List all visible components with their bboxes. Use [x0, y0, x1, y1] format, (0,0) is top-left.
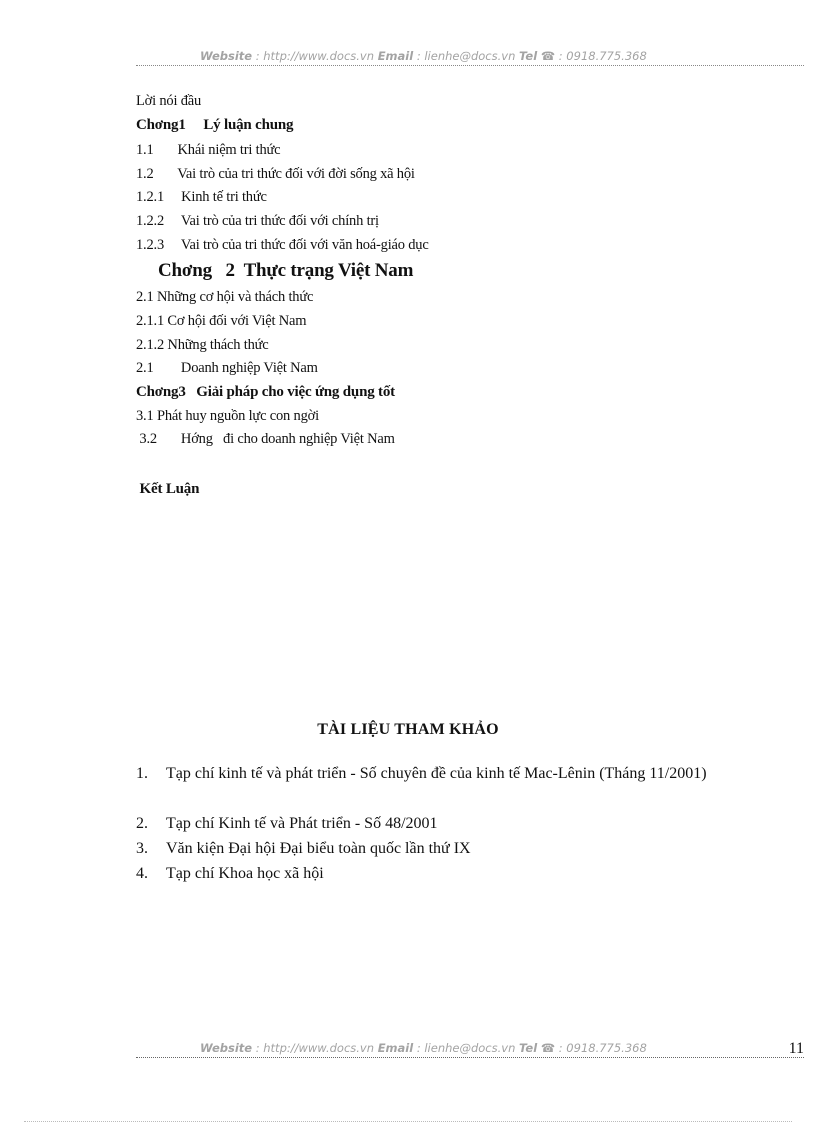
phone-icon: ☎: [540, 49, 556, 63]
phone-icon: ☎: [540, 1041, 556, 1055]
page-footer: [136, 1041, 804, 1058]
page-header: [136, 49, 804, 66]
reference-text: Tạp chí Kinh tế và Phát triển - Số 48/2001: [166, 815, 438, 832]
reference-number: 1.: [136, 765, 148, 782]
reference-text: Tạp chí Khoa học xã hội: [166, 865, 324, 882]
toc-item: Chơng3 Giải pháp cho việc ứng dụng tốt: [136, 384, 395, 400]
toc-item: Kết Luận: [136, 481, 200, 497]
tel-value: : 0918.775.368: [555, 49, 647, 63]
reference-number: 4.: [136, 865, 148, 882]
reference-item: [136, 812, 746, 836]
toc-item: 3.2 Hớng đi cho doanh nghiệp Việt Nam: [136, 431, 395, 447]
references-title: TÀI LIỆU THAM KHẢO: [317, 721, 499, 738]
toc-item: Chơng1 Lý luận chung: [136, 117, 294, 133]
page-number: 11: [788, 1040, 804, 1057]
reference-text: Tạp chí kinh tế và phát triển - Số chuyên đề của kinh tế Mac-Lênin (Tháng 11/2001): [166, 765, 707, 782]
reference-item: [136, 837, 746, 861]
toc-item: 2.1 Doanh nghiệp Việt Nam: [136, 360, 318, 376]
reference-item: [136, 762, 746, 786]
email-value: : lienhe@docs.vn: [413, 1041, 520, 1055]
toc-item: 1.2 Vai trò của tri thức đối với đời sống xã hội: [136, 166, 415, 182]
email-label: Email: [377, 1041, 414, 1055]
website-label: Website: [200, 49, 253, 63]
reference-number: 3.: [136, 840, 148, 857]
email-value: : lienhe@docs.vn: [413, 49, 520, 63]
toc-item: 1.2.2 Vai trò của tri thức đối với chính trị: [136, 213, 379, 229]
toc-item: 2.1 Những cơ hội và thách thức: [136, 289, 314, 305]
toc-item: 2.1.1 Cơ hội đối với Việt Nam: [136, 313, 307, 329]
website-value: : http://www.docs.vn: [252, 49, 378, 63]
tel-value: : 0918.775.368: [555, 1041, 647, 1055]
toc-item: Lời nói đầu: [136, 93, 202, 109]
website-value: : http://www.docs.vn: [252, 1041, 378, 1055]
email-label: Email: [377, 49, 414, 63]
toc-item: 3.1 Phát huy nguồn lực con ngời: [136, 408, 319, 424]
reference-item: [136, 862, 746, 886]
toc-item: 2.1.2 Những thách thức: [136, 337, 269, 353]
website-label: Website: [200, 1041, 253, 1055]
toc-item: 1.2.3 Vai trò của tri thức đối với văn hoá-giáo dục: [136, 237, 429, 253]
reference-text: Văn kiện Đại hội Đại biểu toàn quốc lần thứ IX: [166, 840, 471, 857]
tel-label: Tel: [519, 49, 538, 63]
toc-item: 1.2.1 Kinh tế tri thức: [136, 189, 267, 205]
reference-number: 2.: [136, 815, 148, 832]
tel-label: Tel: [519, 1041, 538, 1055]
toc-item: 1.1 Khái niệm tri thức: [136, 142, 281, 158]
toc-chapter-heading: Chơng 2 Thực trạng Việt Nam: [158, 260, 414, 281]
page-bottom-divider: [24, 1121, 792, 1122]
